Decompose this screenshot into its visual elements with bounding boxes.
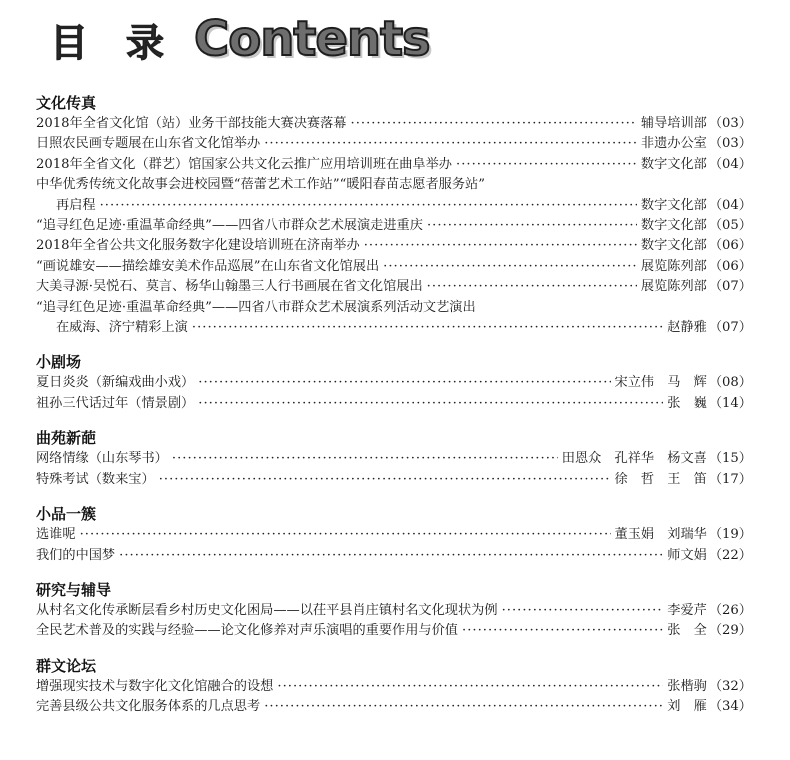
toc-entry[interactable] <box>36 601 752 621</box>
dot-leader <box>364 236 637 256</box>
section-title: 群文论坛 <box>36 656 97 675</box>
dot-leader <box>264 697 663 717</box>
entry-page-number: （34） <box>708 699 752 715</box>
entry-author: 张楷驹 <box>667 678 707 694</box>
entry-page-number: （07） <box>708 279 752 295</box>
entry-title-continued: 在威海、济宁精彩上演 <box>56 320 188 336</box>
entry-author: 展览陈列部 <box>640 279 707 295</box>
toc-section <box>36 579 752 642</box>
toc-entry[interactable] <box>36 114 752 134</box>
entry-title: 中华优秀传统文化故事会进校园暨“蓓蕾艺术工作站”“暖阳春苗志愿者服务站” <box>36 177 485 193</box>
toc-entry[interactable] <box>36 677 752 697</box>
dot-leader <box>159 470 611 490</box>
toc-section <box>36 503 752 566</box>
toc-entry[interactable] <box>36 697 752 717</box>
dot-leader <box>172 449 558 469</box>
dot-leader <box>502 601 664 621</box>
dot-leader <box>351 114 637 134</box>
dot-leader <box>100 196 637 216</box>
entry-page-number: （22） <box>708 547 752 563</box>
toc-section <box>36 655 752 718</box>
toc-entry[interactable] <box>36 216 752 236</box>
dot-leader <box>119 546 663 566</box>
entry-author: 数字文化部 <box>640 197 707 213</box>
entry-author: 张 巍 <box>667 395 707 411</box>
entry-page-number: （14） <box>708 395 752 411</box>
toc-entry[interactable] <box>36 546 752 566</box>
entry-author: 徐 哲 王 笛 <box>614 471 707 487</box>
entry-page-number: （15） <box>708 451 752 467</box>
entry-title: 大美寻源·吴悦石、莫言、杨华山翰墨三人行书画展在省文化馆展出 <box>36 279 423 295</box>
entry-page-number: （06） <box>708 238 752 254</box>
entry-author: 数字文化部 <box>640 156 707 172</box>
dot-leader <box>456 155 637 175</box>
entry-author: 赵静雅 <box>667 320 707 336</box>
section-title: 研究与辅导 <box>36 580 112 599</box>
toc-entry[interactable] <box>36 257 752 277</box>
dot-leader <box>198 394 663 414</box>
toc-section <box>36 427 752 490</box>
section-title: 小剧场 <box>36 353 82 372</box>
entry-page-number: （08） <box>708 375 752 391</box>
entry-title: 2018年全省文化（群艺）馆国家公共文化云推广应用培训班在曲阜举办 <box>36 156 452 172</box>
dot-leader <box>192 318 663 338</box>
entry-author: 张 全 <box>667 623 707 639</box>
dot-leader <box>383 257 637 277</box>
entry-author: 师文娟 <box>667 547 707 563</box>
entry-title: 选谁呢 <box>36 527 76 543</box>
entry-page-number: （17） <box>708 471 752 487</box>
section-title: 曲苑新葩 <box>36 429 97 448</box>
entry-author: 展览陈列部 <box>640 258 707 274</box>
entry-page-number: （19） <box>708 527 752 543</box>
entry-page-number: （07） <box>708 320 752 336</box>
toc-entry[interactable] <box>36 175 752 216</box>
header-cn-char-2: 录 <box>126 20 165 65</box>
toc-entry[interactable] <box>36 236 752 256</box>
entry-author: 数字文化部 <box>640 218 707 234</box>
entry-page-number: （26） <box>708 602 752 618</box>
toc-section <box>36 92 752 338</box>
toc-entry[interactable] <box>36 470 752 490</box>
dot-leader <box>427 277 637 297</box>
entry-page-number: （03） <box>708 116 752 131</box>
entry-author: 李爱芹 <box>667 602 707 618</box>
entry-page-number: （04） <box>708 197 752 213</box>
toc-entry[interactable] <box>36 373 752 393</box>
header-cn-char-1: 目 <box>50 20 89 65</box>
entry-title: 网络情缘（山东琴书） <box>36 451 168 467</box>
dot-leader <box>462 621 663 641</box>
dot-leader <box>427 216 637 236</box>
toc-entry[interactable] <box>36 277 752 297</box>
entry-title: 2018年全省公共文化服务数字化建设培训班在济南举办 <box>36 238 360 254</box>
toc-entry[interactable] <box>36 134 752 154</box>
entry-title: 祖孙三代话过年（情景剧） <box>36 395 195 411</box>
toc-entry[interactable] <box>36 394 752 414</box>
entry-page-number: （03） <box>708 136 752 152</box>
entry-author: 田恩众 孔祥华 杨文喜 <box>561 451 707 467</box>
toc-entry[interactable] <box>36 525 752 545</box>
entry-title: “追寻红色足迹·重温革命经典”——四省八市群众艺术展演系列活动文艺演出 <box>36 299 476 315</box>
entry-title: “画说雄安——描绘雄安美术作品巡展”在山东省文化馆展出 <box>36 258 380 274</box>
entry-page-number: （04） <box>708 156 752 172</box>
entry-author: 董玉娟 刘瑞华 <box>614 527 707 543</box>
toc-entry[interactable] <box>36 449 752 469</box>
entry-title: 2018年全省文化馆（站）业务干部技能大赛决赛落幕 <box>36 116 347 131</box>
entry-title: 全民艺术普及的实践与经验——论文化修养对声乐演唱的重要作用与价值 <box>36 623 458 639</box>
entry-title: 我们的中国梦 <box>36 547 116 563</box>
entry-page-number: （05） <box>708 218 752 234</box>
table-of-contents <box>36 92 752 731</box>
entry-title: “追寻红色足迹·重温革命经典”——四省八市群众艺术展演走进重庆 <box>36 218 423 234</box>
entry-author: 刘 雁 <box>667 699 707 715</box>
header-en-title: Contents <box>194 11 430 67</box>
entry-title: 夏日炎炎（新编戏曲小戏） <box>36 375 195 391</box>
entry-page-number: （32） <box>708 678 752 694</box>
entry-title: 日照农民画专题展在山东省文化馆举办 <box>36 136 261 152</box>
entry-author: 数字文化部 <box>640 238 707 254</box>
dot-leader <box>198 373 610 393</box>
entry-author: 辅导培训部 <box>640 116 707 131</box>
dot-leader <box>264 134 637 154</box>
entry-page-number: （06） <box>708 258 752 274</box>
toc-entry[interactable] <box>36 621 752 641</box>
toc-section <box>36 351 752 414</box>
toc-entry[interactable] <box>36 155 752 175</box>
entry-author: 非遗办公室 <box>640 136 707 152</box>
entry-page-number: （29） <box>708 623 752 639</box>
dot-leader <box>80 525 611 545</box>
entry-title: 增强现实技术与数字化文化馆融合的设想 <box>36 678 274 694</box>
entry-title: 完善县级公共文化服务体系的几点思考 <box>36 699 261 715</box>
entry-title: 特殊考试（数来宝） <box>36 471 155 487</box>
contents-header <box>40 8 430 70</box>
section-title: 小品一簇 <box>36 505 97 524</box>
entry-author: 宋立伟 马 辉 <box>614 375 707 391</box>
entry-title: 从村名文化传承断层看乡村历史文化困局——以茌平县肖庄镇村名文化现状为例 <box>36 602 498 618</box>
entry-title-continued: 再启程 <box>56 197 96 213</box>
toc-entry[interactable] <box>36 298 752 339</box>
dot-leader <box>277 677 663 697</box>
section-title: 文化传真 <box>36 94 97 112</box>
